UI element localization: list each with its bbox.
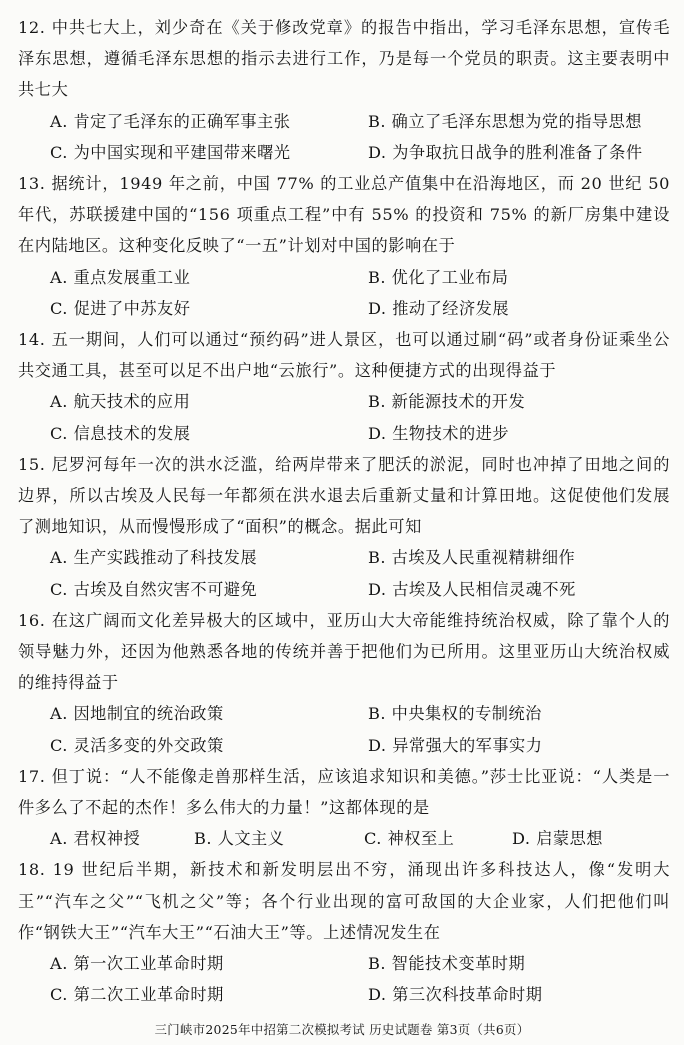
options	[18, 698, 670, 760]
option-b: B. 新能源技术的开发	[368, 392, 526, 412]
option-b: B. 确立了毛泽东思想为党的指导思想	[368, 111, 642, 131]
option-a: A. 航天技术的应用	[50, 392, 191, 412]
option-a: A. 重点发展重工业	[50, 267, 191, 287]
question-13	[18, 168, 670, 324]
question-12	[18, 12, 670, 168]
option-c: C. 信息技术的发展	[50, 423, 191, 443]
option-a: A. 第一次工业革命时期	[50, 954, 224, 974]
question-17	[18, 761, 670, 855]
question-stem: 12. 中共七大上，刘少奇在《关于修改党章》的报告中指出，学习毛泽东思想，宣传毛泽东思想，遵循毛泽东思想的指示去进行工作，乃是每一个党员的职责。这主要表明中共七大	[18, 18, 670, 100]
option-b: B. 人文主义	[194, 829, 285, 849]
question-14	[18, 324, 670, 449]
option-c: C. 为中国实现和平建国带来曙光	[50, 142, 291, 162]
options	[18, 106, 670, 168]
options	[18, 823, 670, 854]
option-d: D. 生物技术的进步	[368, 423, 510, 443]
option-b: B. 优化了工业布局	[368, 267, 509, 287]
option-d: D. 推动了经济发展	[368, 298, 510, 318]
option-d: D. 古埃及人民相信灵魂不死	[368, 579, 576, 599]
option-d: D. 为争取抗日战争的胜利准备了条件	[368, 142, 643, 162]
option-c: C. 灵活多变的外交政策	[50, 735, 224, 755]
options	[18, 386, 670, 448]
option-b: B. 古埃及人民重视精耕细作	[368, 548, 576, 568]
option-b: B. 智能技术变革时期	[368, 954, 526, 974]
options	[18, 948, 670, 1010]
options	[18, 542, 670, 604]
question-stem: 14. 五一期间，人们可以通过“预约码”进人景区，也可以通过刷“码”或者身份证乘坐公共交通工具，甚至可以足不出户地“云旅行”。这种便捷方式的出现得益于	[18, 330, 670, 381]
option-d: D. 异常强大的军事实力	[368, 735, 543, 755]
option-a: A. 肯定了毛泽东的正确军事主张	[50, 111, 291, 131]
option-a: A. 生产实践推动了科技发展	[50, 548, 258, 568]
option-b: B. 中央集权的专制统治	[368, 704, 542, 724]
question-stem: 13. 据统计，1949 年之前，中国 77% 的工业总产值集中在沿海地区，而 20 世纪 50 年代，苏联援建中国的“156 项重点工程”中有 55% 的投资和 75% 的新厂房集中建设在内陆地区。这种变化反映了“一五”计划对中国的影响在于	[18, 174, 670, 256]
question-15	[18, 449, 670, 605]
option-d: D. 启蒙思想	[512, 829, 603, 849]
option-a: A. 君权神授	[50, 829, 141, 849]
question-18	[18, 854, 670, 1010]
question-stem: 16. 在这广阔而文化差异极大的区域中，亚历山大大帝能维持统治权威，除了靠个人的领导魅力外，还因为他熟悉各地的传统并善于把他们为已所用。这里亚历山大统治权威的维持得益于	[18, 610, 670, 693]
question-stem: 17. 但丁说：“人不能像走兽那样生活，应该追求知识和美德。”莎士比亚说：“人类是一件多么了不起的杰作！多么伟大的力量！”这都体现的是	[18, 766, 670, 818]
option-c: C. 第二次工业革命时期	[50, 985, 224, 1005]
page-footer: 三门峡市2025年中招第二次模拟考试 历史试题卷 第3页（共6页）	[154, 1022, 530, 1037]
option-c: C. 神权至上	[364, 829, 455, 849]
option-c: C. 促进了中苏友好	[50, 298, 191, 318]
option-a: A. 因地制宜的统治政策	[50, 704, 224, 724]
option-d: D. 第三次科技革命时期	[368, 985, 543, 1005]
question-stem: 18. 19 世纪后半期，新技术和新发明层出不穷，涌现出许多科技达人，像“发明大王”“汽车之父”“飞机之父”等；各个行业出现的富可敌国的大企业家，人们把他们叫作“钢铁大王”“汽车大王”“石油大王”等。上述情况发生在	[18, 860, 670, 942]
option-c: C. 古埃及自然灾害不可避免	[50, 579, 258, 599]
question-16	[18, 605, 670, 761]
options	[18, 262, 670, 324]
question-stem: 15. 尼罗河每年一次的洪水泛滥，给两岸带来了肥沃的淤泥，同时也冲掉了田地之间的边界，所以古埃及人民每一年都须在洪水退去后重新丈量和计算田地。这促使他们发展了测地知识，从而慢慢形成了“面积”的概念。据此可知	[18, 454, 670, 537]
